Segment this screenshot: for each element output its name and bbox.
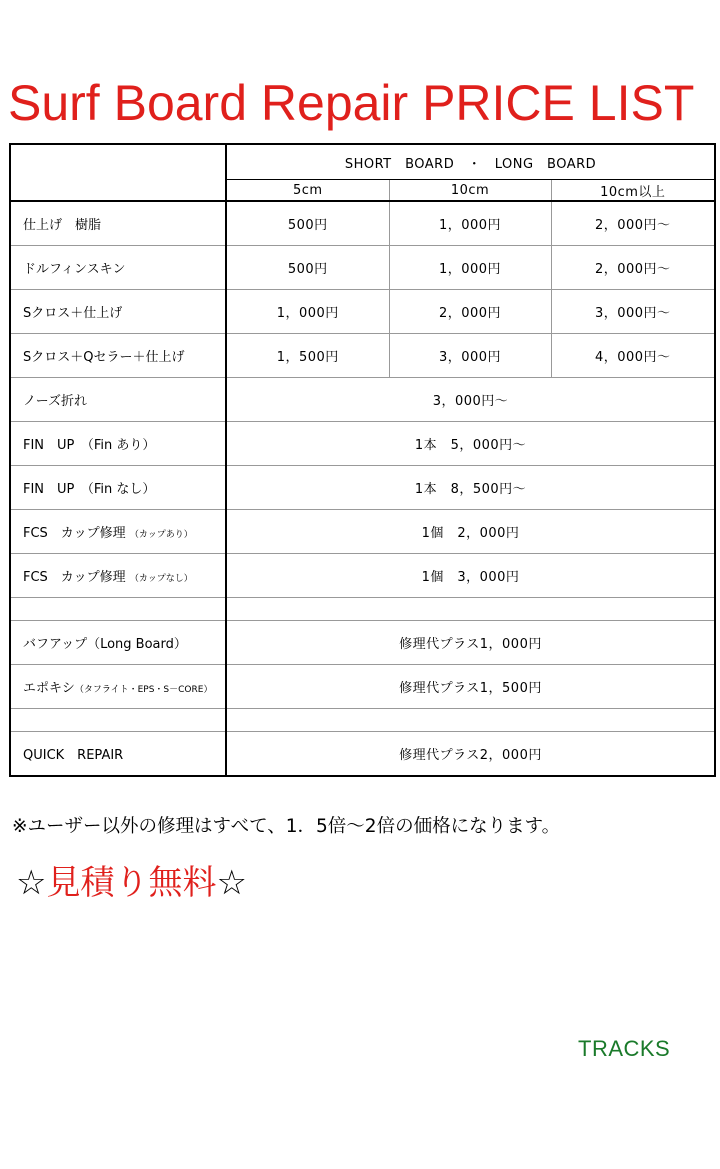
blank-row — [10, 709, 715, 732]
row-label: Sクロス＋Qセラー＋仕上げ — [10, 334, 226, 378]
price-cell: 1本 5，000円～ — [226, 422, 715, 466]
header-board-group: SHORT BOARD ・ LONG BOARD — [226, 144, 715, 180]
row-label — [10, 510, 226, 554]
free-estimate-text: 見積り無料 — [46, 863, 217, 903]
price-cell: 1，000円 — [226, 290, 389, 334]
row-label-note: （カップあり） — [129, 530, 193, 540]
price-cell: 1個 2，000円 — [226, 510, 715, 554]
price-cell: 1，000円 — [389, 246, 551, 290]
blank-row — [10, 598, 715, 621]
price-cell: 1本 8，500円～ — [226, 466, 715, 510]
row-label: 仕上げ 樹脂 — [10, 201, 226, 246]
table-row — [10, 510, 715, 554]
page-title: Surf Board Repair PRICE LIST — [8, 75, 695, 131]
price-cell: 1，500円 — [226, 334, 389, 378]
free-estimate-banner — [16, 855, 247, 904]
table-row — [10, 732, 715, 777]
row-label — [10, 554, 226, 598]
price-cell: 1，000円 — [389, 201, 551, 246]
price-cell: 500円 — [226, 246, 389, 290]
table-row — [10, 554, 715, 598]
header-col-10cm-over: 10cm以上 — [551, 180, 715, 202]
row-label — [10, 665, 226, 709]
header-col-10cm: 10cm — [389, 180, 551, 202]
price-cell: 修理代プラス1，000円 — [226, 621, 715, 665]
price-cell: 修理代プラス1，500円 — [226, 665, 715, 709]
price-cell: 4，000円～ — [551, 334, 715, 378]
row-label-main: FCS カップ修理 — [23, 526, 126, 541]
header-blank-cell — [10, 144, 226, 201]
row-label: バフアップ（Long Board） — [10, 621, 226, 665]
blank-cell — [226, 709, 715, 732]
star-icon: ☆ — [16, 863, 47, 903]
table-row — [10, 246, 715, 290]
star-icon: ☆ — [216, 863, 247, 903]
row-label: FIN UP （Fin なし） — [10, 466, 226, 510]
table-row — [10, 422, 715, 466]
row-label-note: （タフライト・EPS・S－CORE） — [74, 685, 213, 695]
price-cell: 2，000円～ — [551, 201, 715, 246]
price-cell: 3，000円～ — [551, 290, 715, 334]
price-cell: 2，000円 — [389, 290, 551, 334]
table-row — [10, 378, 715, 422]
price-cell: 3，000円～ — [226, 378, 715, 422]
price-table — [9, 143, 716, 777]
row-label: QUICK REPAIR — [10, 732, 226, 777]
row-label: ノーズ折れ — [10, 378, 226, 422]
row-label-main: FCS カップ修理 — [23, 570, 126, 585]
table-row — [10, 334, 715, 378]
table-row — [10, 201, 715, 246]
row-label-main: エポキシ — [23, 681, 75, 696]
price-cell: 3，000円 — [389, 334, 551, 378]
brand-name: TRACKS — [578, 1036, 671, 1061]
row-label: ドルフィンスキン — [10, 246, 226, 290]
table-row — [10, 621, 715, 665]
price-cell: 1個 3，000円 — [226, 554, 715, 598]
table-row — [10, 466, 715, 510]
table-row — [10, 665, 715, 709]
header-col-5cm: 5cm — [226, 180, 389, 202]
price-cell: 2，000円～ — [551, 246, 715, 290]
price-cell: 修理代プラス2，000円 — [226, 732, 715, 777]
price-cell: 500円 — [226, 201, 389, 246]
table-header-row — [10, 144, 715, 180]
row-label: Sクロス＋仕上げ — [10, 290, 226, 334]
table-row — [10, 290, 715, 334]
blank-cell — [226, 598, 715, 621]
row-label-note: （カップなし） — [129, 574, 193, 584]
row-label: FIN UP （Fin あり） — [10, 422, 226, 466]
blank-cell — [10, 598, 226, 621]
blank-cell — [10, 709, 226, 732]
surcharge-note: ※ユーザー以外の修理はすべて、1．5倍～2倍の価格になります。 — [12, 816, 561, 837]
